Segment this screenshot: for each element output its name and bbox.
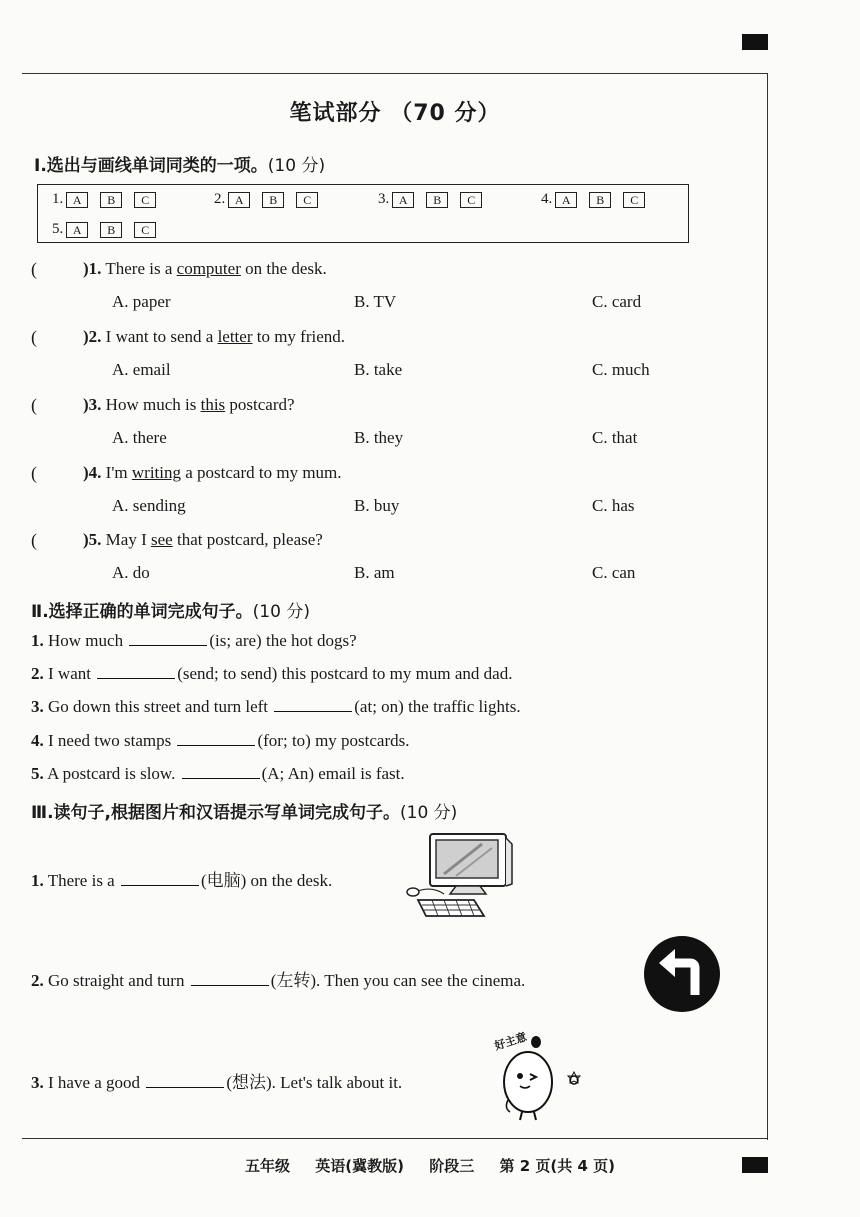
footer-stage: 阶段三 [429,1157,475,1175]
item-after: (左转). Then you can see the cinema. [270,971,526,990]
fill-item-3 [31,697,521,717]
fill-item-5 [31,764,405,784]
picture-item-3 [31,1068,402,1093]
option-c: C. has [592,496,635,515]
choice-c-box[interactable]: C [623,192,645,208]
answer-item-3 [378,191,494,208]
stem-before: How much is [105,395,197,414]
idea-sticker [488,1030,584,1126]
question-stem [83,327,345,347]
option-a: A. sending [112,496,186,515]
answer-blank[interactable] [97,677,175,679]
item-number: 1. [31,631,44,650]
answer-item-2 [214,191,330,208]
item-before: I want [48,664,91,683]
answer-blank[interactable] [182,777,260,779]
option-c: C. that [592,428,638,447]
answer-item-number: 5. [52,221,64,237]
item-before: I have a good [48,1073,141,1092]
underlined-word: writing [131,463,181,482]
answer-item-number: 3. [378,191,390,207]
picture-item-2 [31,966,525,991]
question-stem [83,259,327,279]
answer-blank[interactable] [129,644,207,646]
section-2-points: (10 分) [252,602,310,622]
answer-item-4 [541,191,657,208]
option-a: A. there [112,428,167,447]
section-3-points: (10 分) [400,803,458,823]
question-number: )5. [83,530,102,549]
underlined-word: see [151,530,173,549]
section-2-heading-text: Ⅱ.选择正确的单词完成句子。 [31,602,253,622]
answer-item-5 [52,221,168,238]
item-number: 1. [31,871,44,890]
underlined-word: computer [176,259,241,278]
stem-after: postcard? [229,395,295,414]
question-number: )2. [83,327,102,346]
option-c: C. much [592,360,650,379]
question-stem [83,395,295,415]
item-before: Go down this street and turn left [48,697,269,716]
option-a: A. paper [112,292,171,311]
question-number: )3. [83,395,102,414]
option-b: B. TV [354,292,397,311]
picture-item-1 [31,866,332,891]
item-number: 3. [31,697,44,716]
item-after: (for; to) my postcards. [257,731,410,750]
answer-blank[interactable] [177,744,255,746]
question-number: )1. [83,259,102,278]
section-1-heading-text: Ⅰ.选出与画线单词同类的一项。 [34,156,268,176]
item-before: I need two stamps [48,731,172,750]
choice-c-box[interactable]: C [134,192,156,208]
stem-before: I want to send a [105,327,214,346]
option-b: B. buy [354,496,400,515]
item-after: (is; are) the hot dogs? [209,631,357,650]
footer-page-number: 第 2 页(共 4 页) [499,1157,615,1175]
answer-blank[interactable] [146,1086,224,1088]
turn-left-icon [643,935,721,1013]
section-2-heading [31,597,310,622]
stem-after: that postcard, please? [176,530,323,549]
option-a: A. do [112,563,150,582]
frame-right-rule [767,73,768,1140]
answer-blank[interactable] [121,884,199,886]
question-stem [83,530,323,550]
answer-paren[interactable]: ( [31,530,37,550]
stem-after: on the desk. [245,259,327,278]
sticker-text: 好主意 [492,1030,529,1053]
answer-item-number: 4. [541,191,553,207]
choice-a-box[interactable]: A [555,192,577,208]
underlined-word: letter [217,327,253,346]
page-title: 笔试部分 （70 分） [289,101,501,126]
item-before: Go straight and turn [48,971,185,990]
underlined-word: this [200,395,226,414]
item-number: 2. [31,664,44,683]
item-number: 2. [31,971,44,990]
stem-after: a postcard to my mum. [185,463,342,482]
choice-a-box[interactable]: A [392,192,414,208]
option-c: C. card [592,292,642,311]
option-b: B. take [354,360,403,379]
item-before: A postcard is slow. [47,764,176,783]
item-after: (send; to send) this postcard to my mum and dad. [177,664,513,683]
fill-item-1 [31,631,357,651]
stem-before: There is a [105,259,173,278]
question-stem [83,463,342,483]
choice-b-box[interactable]: B [262,192,284,208]
answer-item-1 [52,191,168,208]
item-number: 3. [31,1073,44,1092]
section-1-heading [34,151,325,176]
choice-b-box[interactable]: B [100,192,122,208]
stem-before: May I [105,530,147,549]
item-before: How much [48,631,124,650]
answer-item-number: 2. [214,191,226,207]
computer-icon [404,828,516,920]
answer-blank[interactable] [274,710,352,712]
choice-c-box[interactable]: C [460,192,482,208]
answer-paren[interactable]: ( [31,327,37,347]
answer-paren[interactable]: ( [31,395,37,415]
fill-item-4 [31,731,410,751]
choice-b-box[interactable]: B [100,222,122,238]
registration-mark-top [742,34,768,50]
stem-after: to my friend. [256,327,346,346]
choice-c-box[interactable]: C [296,192,318,208]
section-3-heading [31,798,457,823]
item-number: 5. [31,764,44,783]
section-1-points: (10 分) [267,156,326,176]
fill-item-2 [31,664,512,684]
item-before: There is a [47,871,115,890]
answer-item-number: 1. [52,191,64,207]
page-footer [0,1155,860,1176]
option-b: B. they [354,428,404,447]
answer-paren[interactable]: ( [31,463,37,483]
frame-top-rule [22,73,768,74]
choice-a-box[interactable]: A [66,192,88,208]
item-after: (at; on) the traffic lights. [354,697,521,716]
option-a: A. email [112,360,171,379]
answer-blank[interactable] [191,984,269,986]
chick-icon [488,1030,584,1126]
option-c: C. can [592,563,636,582]
option-b: B. am [354,563,395,582]
item-number: 4. [31,731,44,750]
frame-bottom-rule [22,1138,768,1139]
choice-b-box[interactable]: B [589,192,611,208]
item-after: (A; An) email is fast. [261,764,405,783]
item-after: (电脑) on the desk. [200,871,333,890]
footer-subject: 英语(冀教版) [315,1157,404,1175]
item-after: (想法). Let's talk about it. [226,1073,403,1092]
choice-a-box[interactable]: A [66,222,88,238]
choice-a-box[interactable]: A [228,192,250,208]
stem-before: I'm [105,463,128,482]
footer-grade: 五年级 [245,1157,291,1175]
answer-box [37,184,689,243]
answer-paren[interactable]: ( [31,259,37,279]
choice-b-box[interactable]: B [426,192,448,208]
section-3-heading-text: Ⅲ.读句子,根据图片和汉语提示写单词完成句子。 [31,803,400,823]
question-number: )4. [83,463,102,482]
choice-c-box[interactable]: C [134,222,156,238]
